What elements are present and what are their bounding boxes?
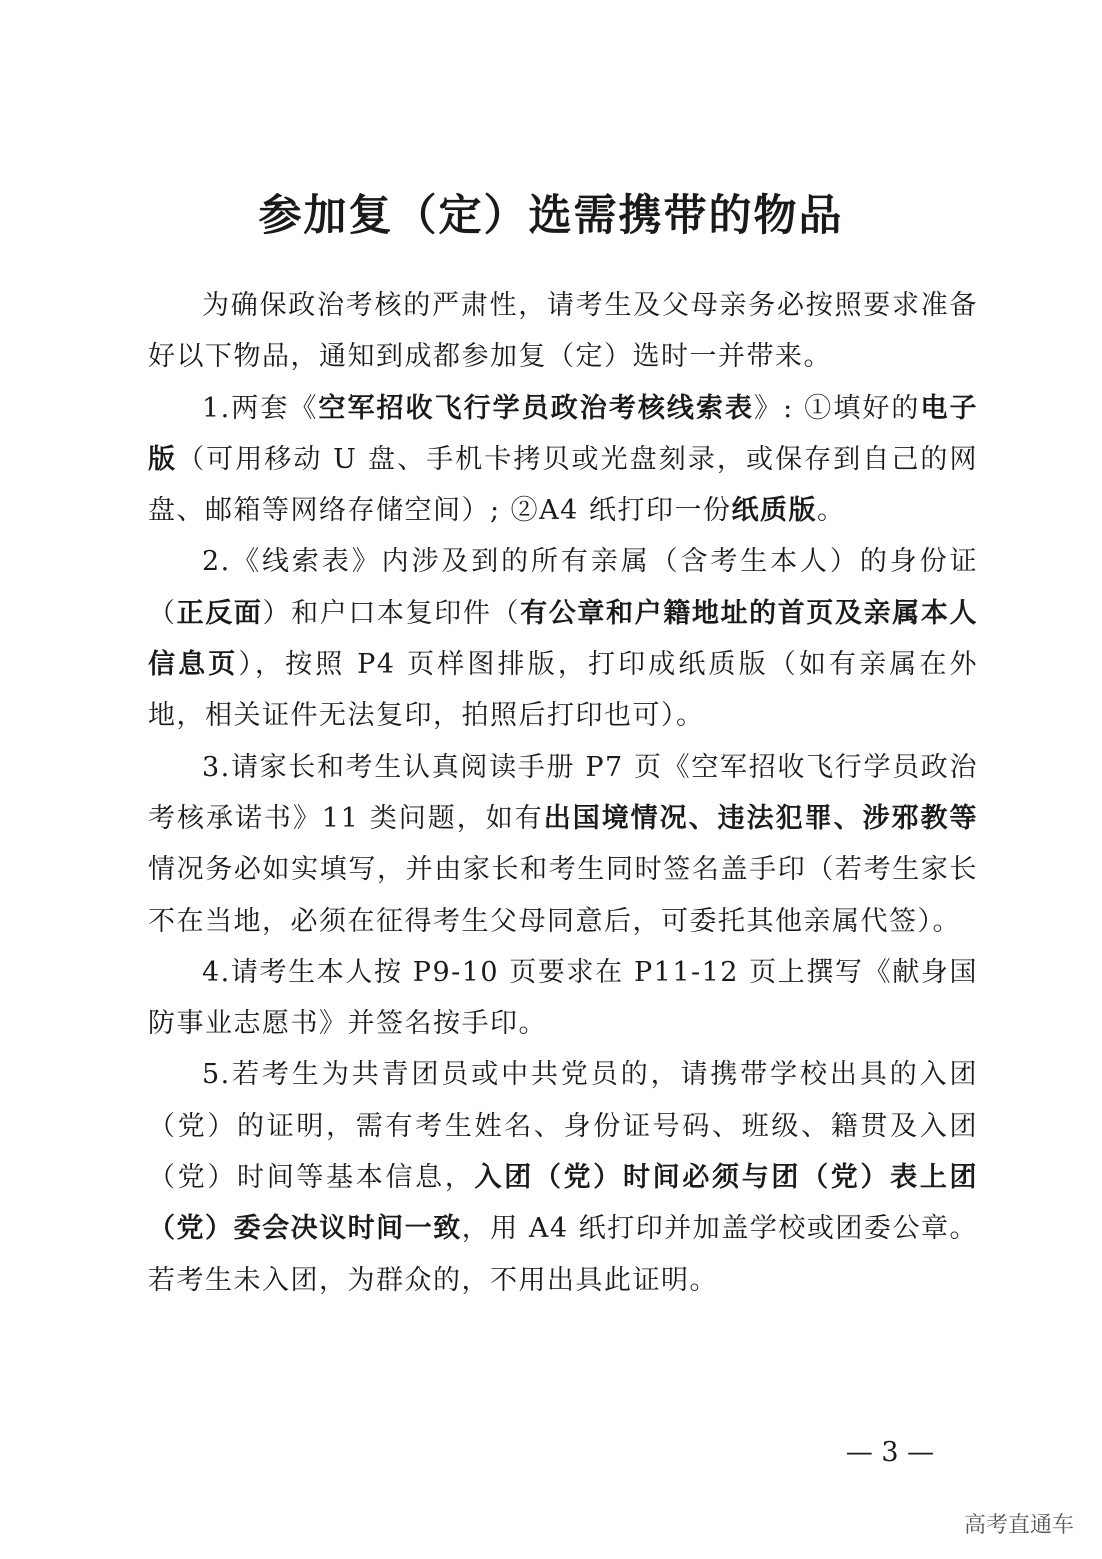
item-2-paragraph xyxy=(148,536,978,741)
item-3-text: 3.请家长和考生认真阅读手册 P7 页《空军招收飞行学员政治考核承诺书》11 类问题，如有 xyxy=(148,751,978,834)
item-5-text: ，用 A4 纸打印并加盖学校或团委公章。若考生未入团，为群众的，不用出具此证明。 xyxy=(148,1213,979,1296)
page-number: — 3 — xyxy=(845,1437,935,1468)
item-1-text: 》: ①填好的 xyxy=(754,392,921,424)
item-1-text: 1.两套《 xyxy=(202,392,319,424)
page-title: 参加复（定）选需携带的物品 xyxy=(258,191,844,241)
item-5-text: 5.若考生为共青团员或中共党员的，请携带学校出具的入团（党）的证明，需有考生姓名、身份证号码、班级、籍贯及入团（党）时间等基本信息， xyxy=(148,1059,978,1194)
item-1-bold-electronic: 电子版 xyxy=(148,392,978,475)
item-3-text: 情况务必如实填写，并由家长和考生同时签名盖手印（若考生家长不在当地，必须在征得考生父母同意后，可委托其他亲属代签）。 xyxy=(148,854,978,937)
item-1-text: （可用移动 U 盘、手机卡拷贝或光盘刻录，或保存到自己的网盘、邮箱等网络存储空间）; ②A4 纸打印一份 xyxy=(148,443,979,527)
item-1-paragraph xyxy=(148,383,978,537)
watermark: 高考直通车 xyxy=(963,1513,1074,1538)
document-body xyxy=(148,280,978,1306)
item-2-bold-pages: 有公章和户籍地址的首页及亲属本人信息页 xyxy=(148,597,978,681)
item-4-paragraph: 4.请考生本人按 P9-10 页要求在 P11-12 页上撰写《献身国防事业志愿书》并签名按手印。 xyxy=(148,956,978,1040)
item-2-bold-both-sides: 正反面 xyxy=(176,597,263,629)
intro-paragraph: 为确保政治考核的严肃性，请考生及父母亲务必按照要求准备好以下物品，通知到成都参加复（定）选时一并带来。 xyxy=(148,290,978,373)
item-3-bold-issues: 出国境情况、违法犯罪、涉邪教等 xyxy=(543,802,978,834)
item-5-bold-date-rule: 入团（党）时间必须与团（党）表上团（党）委会决议时间一致 xyxy=(148,1162,979,1245)
item-2-text: ），按照 P4 页样图排版，打印成纸质版（如有亲属在外地，相关证件无法复印，拍照后打印也可）。 xyxy=(148,649,978,732)
item-2-text: ）和户口本复印件（ xyxy=(262,597,521,629)
item-3-paragraph xyxy=(148,742,978,947)
item-1-bold-paper: 纸质版 xyxy=(731,495,817,527)
item-5-paragraph xyxy=(148,1049,978,1305)
item-2-text: 2.《线索表》内涉及到的所有亲属（含考生本人）的身份证（ xyxy=(148,546,978,629)
item-1-text: 。 xyxy=(816,495,846,527)
item-1-bold-form-name: 空军招收飞行学员政治考核线索表 xyxy=(318,392,755,424)
